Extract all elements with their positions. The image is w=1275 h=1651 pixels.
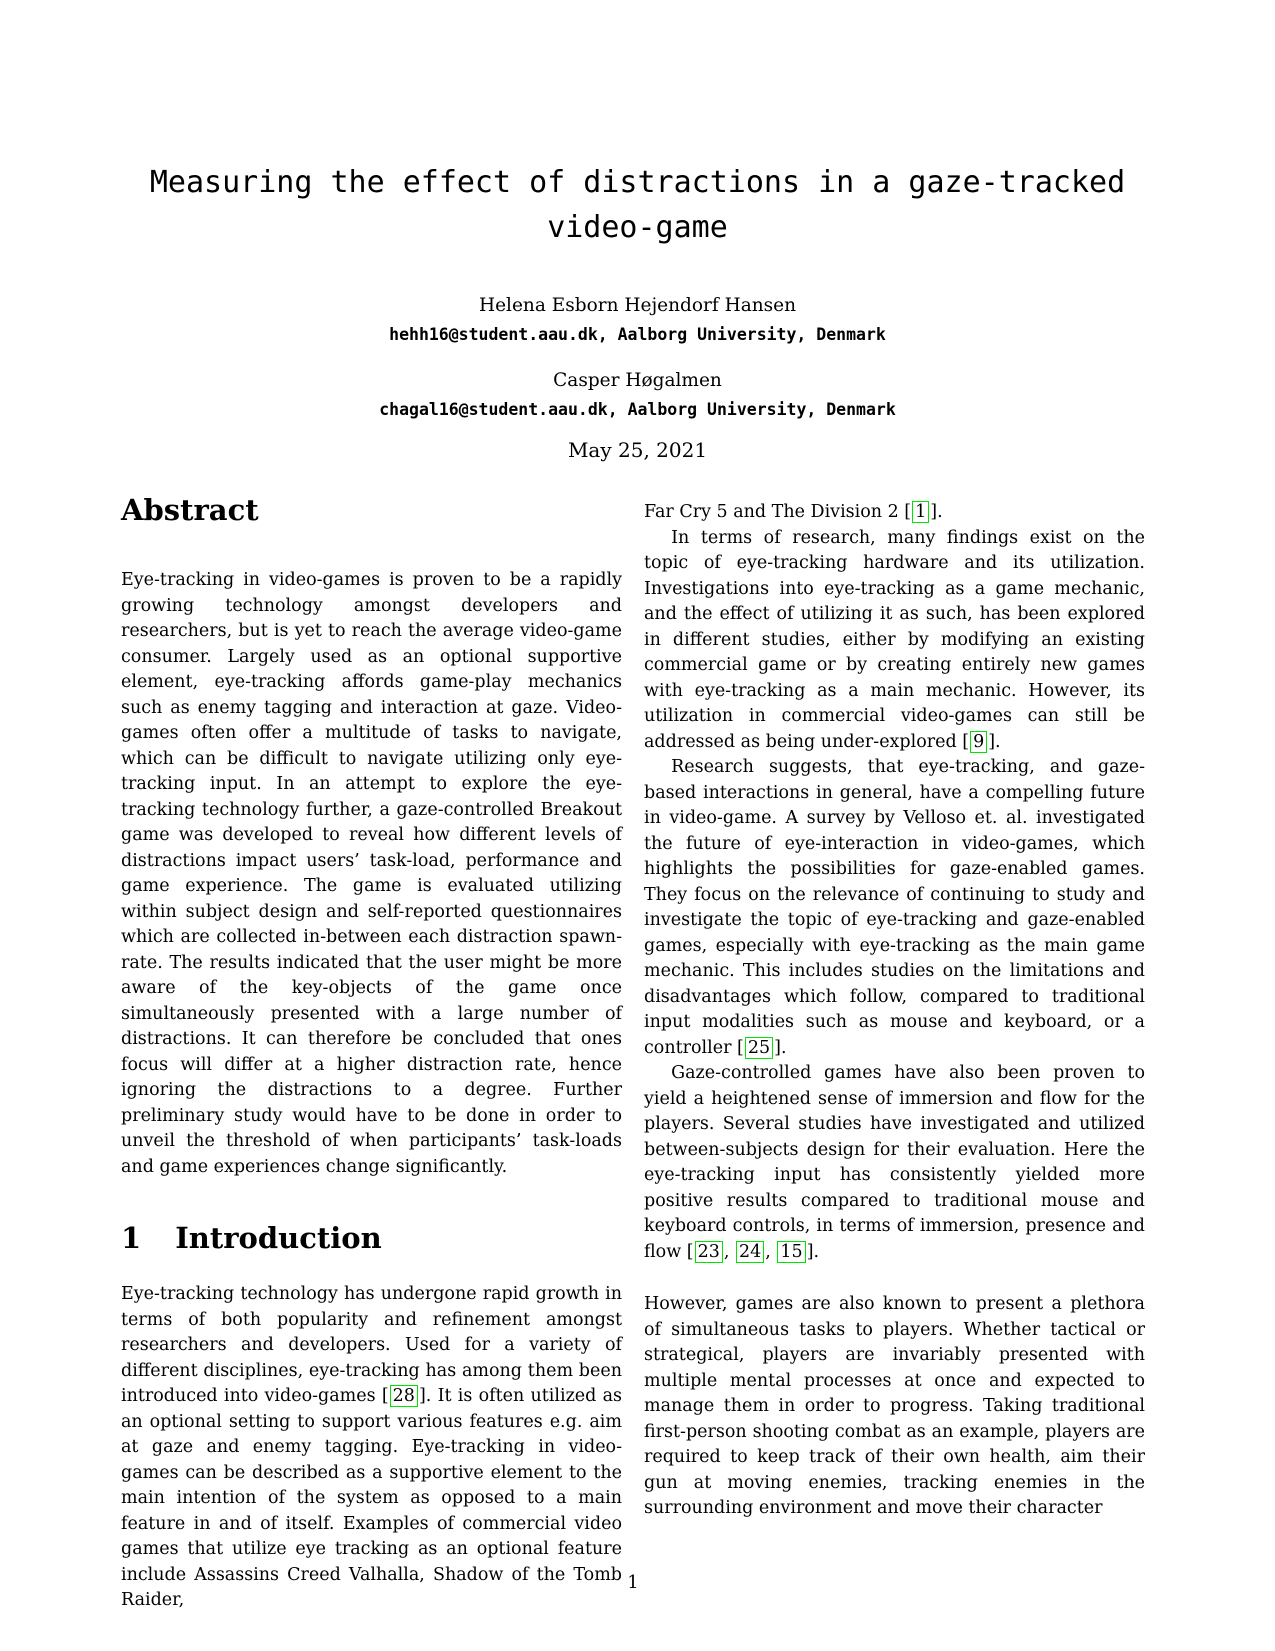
page-number: 1 <box>627 1572 639 1593</box>
author-block-2 <box>0 369 1275 420</box>
column-left <box>121 492 622 1614</box>
author-block-1 <box>0 294 1275 345</box>
citation-link[interactable]: 23 <box>695 1241 723 1263</box>
author-name: Helena Esborn Hejendorf Hansen <box>478 295 797 316</box>
citation-link[interactable]: 15 <box>777 1241 805 1263</box>
paper-title: Measuring the effect of distractions in a gaze-tracked video-game <box>149 165 1126 245</box>
paper-date: May 25, 2021 <box>567 438 708 462</box>
title-block <box>0 160 1275 462</box>
abstract-heading: Abstract <box>121 493 259 527</box>
body-paragraph: However, games are also known to present a plethora of simultaneous tasks to players. Whether tactical or strategical, players are invariably presented with multiple mental processes at once and expected to manage them in order to progress. Taking traditional first-person shooting combat as an example, players are required to keep track of their own health, aim their gun at moving enemies, tracking enemies in the surrounding environment and move their character <box>644 1294 1145 1518</box>
section-heading-introduction <box>121 1220 622 1256</box>
citation-link[interactable]: 25 <box>745 1037 773 1059</box>
citation-link[interactable]: 24 <box>736 1241 764 1263</box>
body-paragraph: Research suggests, that eye-tracking, and gaze-based interactions in general, have a compelling future in video-game. A survey by Velloso et. al. investigated the future of eye-interaction in video-games, which highlights the possibilities for gaze-enabled games. They focus on the relevance of continuing to study and investigate the topic of eye-tracking and gaze-enabled games, especially with eye-tracking as the main game mechanic. This includes studies on the limitations and disadvantages which follow, compared to traditional input modalities such as mouse and keyboard, or a controller [ 25 ]. <box>644 757 1145 1058</box>
section-title: Introduction <box>175 1221 382 1255</box>
body-paragraph: Gaze-controlled games have also been proven to yield a heightened sense of immersion and flow for the players. Several studies have investigated and utilized between-subjects design for their evaluation. Here the eye-tracking input has consistently yielded more positive results compared to traditional mouse and keyboard controls, in terms of immersion, presence and flow [ 23 , 24 , 15 ]. <box>644 1063 1145 1262</box>
body-paragraph: In terms of research, many findings exist on the topic of eye-tracking hardware and its utilization. Investigations into eye-tracking as a game mechanic, and the effect of utilizing it as such, has been explored in different studies, either by modifying an existing commercial game or by creating entirely new games with eye-tracking as a main mechanic. However, its utilization in commercial video-games can still be addressed as being under-explored [ 9 ]. <box>644 527 1145 752</box>
citation-link[interactable]: 9 <box>970 731 987 753</box>
column-right <box>644 492 1145 1522</box>
author-name: Casper Høgalmen <box>553 370 722 391</box>
section-number: 1 <box>121 1221 142 1255</box>
citation-link[interactable]: 28 <box>390 1385 418 1407</box>
intro-paragraph: Eye-tracking technology has undergone rapid growth in terms of both popularity and refinement amongst researchers and developers. Used for a variety of different disciplines, eye-tracking has among them been introduced into video-games [ 28 ]. It is often utilized as an optional setting to support various features e.g. aim at gaze and enemy tagging. Eye-tracking in video-games can be described as a supportive element to the main intention of the system as opposed to a main feature in and of itself. Examples of commercial video games that utilize eye tracking as an optional feature include Assassins Creed Valhalla, Shadow of the Tomb Raider, <box>121 1284 622 1610</box>
body-paragraph: Far Cry 5 and The Division 2 [ 1 ]. <box>644 502 943 522</box>
author-affiliation: hehh16@student.aau.dk, Aalborg University, Denmark <box>389 325 886 344</box>
citation-link[interactable]: 1 <box>912 501 929 523</box>
abstract-body: Eye-tracking in video-games is proven to be a rapidly growing technology amongst developers and researchers, but is yet to reach the average video-game consumer. Largely used as an optional supportive element, eye-tracking affords game-play mechanics such as enemy tagging and interaction at gaze. Video-games often offer a multitude of tasks to navigate, which can be difficult to navigate utilizing only eye-tracking input. In an attempt to explore the eye-tracking technology further, a gaze-controlled Breakout game was developed to reveal how different levels of distractions impact users’ task-load, performance and game experience. The game is evaluated utilizing within subject design and self-reported questionnaires which are collected in-between each distraction spawn-rate. The results indicated that the user might be more aware of the key-objects of the game once simultaneously presented with a large number of distractions. It can therefore be concluded that ones focus will differ at a higher distraction rate, hence ignoring the distractions to a degree. Further preliminary study would have to be done in order to unveil the threshold of when participants’ task-loads and game experiences change significantly. <box>121 570 622 1177</box>
author-affiliation: chagal16@student.aau.dk, Aalborg University, Denmark <box>379 400 896 419</box>
